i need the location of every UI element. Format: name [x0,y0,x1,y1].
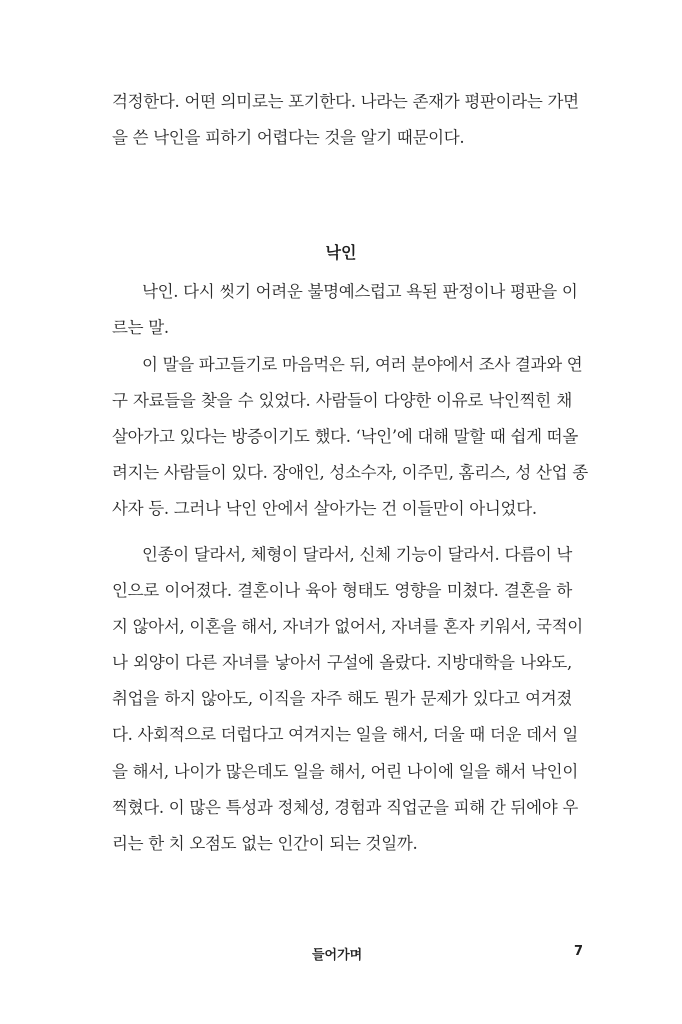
body-text-line: 을 해서, 나이가 많은데도 일을 해서, 어린 나이에 일을 해서 낙인이 [112,762,578,781]
body-text-line: 걱정한다. 어떤 의미로는 포기한다. 나라는 존재가 평판이라는 가면 [112,92,579,111]
body-text-line: 사자 등. 그러나 낙인 안에서 살아가는 건 이들만이 아니었다. [112,499,537,518]
body-text-line: 을 쓴 낙인을 피하기 어렵다는 것을 알기 때문이다. [112,128,465,147]
body-text-line: 구 자료들을 찾을 수 있었다. 사람들이 다양한 이유로 낙인찍힌 채 [112,391,572,410]
body-text-line: 르는 말. [112,318,169,337]
body-text-line: 취업을 하지 않아도, 이직을 자주 해도 뭔가 문제가 있다고 여겨졌 [112,689,572,708]
body-text-line: 인으로 이어졌다. 결혼이나 육아 형태도 영향을 미쳤다. 결혼을 하 [112,581,572,600]
body-text-line: 리는 한 치 오점도 없는 인간이 되는 것일까. [112,834,418,853]
body-text-line: 려지는 사람들이 있다. 장애인, 성소수자, 이주민, 홈리스, 성 산업 종 [112,463,588,482]
body-text-line: 살아가고 있다는 방증이기도 했다. ‘낙인’에 대해 말할 때 쉽게 떠올 [112,427,578,446]
body-text-line: 찍혔다. 이 많은 특성과 정체성, 경험과 직업군을 피해 간 뒤에야 우 [112,798,578,817]
section-heading: 낙인 [325,243,357,262]
body-text-line: 다. 사회적으로 더럽다고 여겨지는 일을 해서, 더울 때 더운 데서 일 [112,725,578,744]
body-text-line: 나 외양이 다른 자녀를 낳아서 구설에 올랐다. 지방대학을 나와도, [112,653,572,672]
body-text-line: 지 않아서, 이혼을 해서, 자녀가 없어서, 자녀를 혼자 키워서, 국적이 [112,617,583,636]
body-text-line: 낙인. 다시 씻기 어려운 불명예스럽고 욕된 판정이나 평판을 이 [142,282,578,301]
running-footer-title: 들어가며 [312,948,363,963]
body-text-line: 인종이 달라서, 체형이 달라서, 신체 기능이 달라서. 다름이 낙 [142,545,572,564]
body-text-line: 이 말을 파고들기로 마음먹은 뒤, 여러 분야에서 조사 결과와 연 [142,355,583,374]
page-number: 7 [574,944,584,959]
